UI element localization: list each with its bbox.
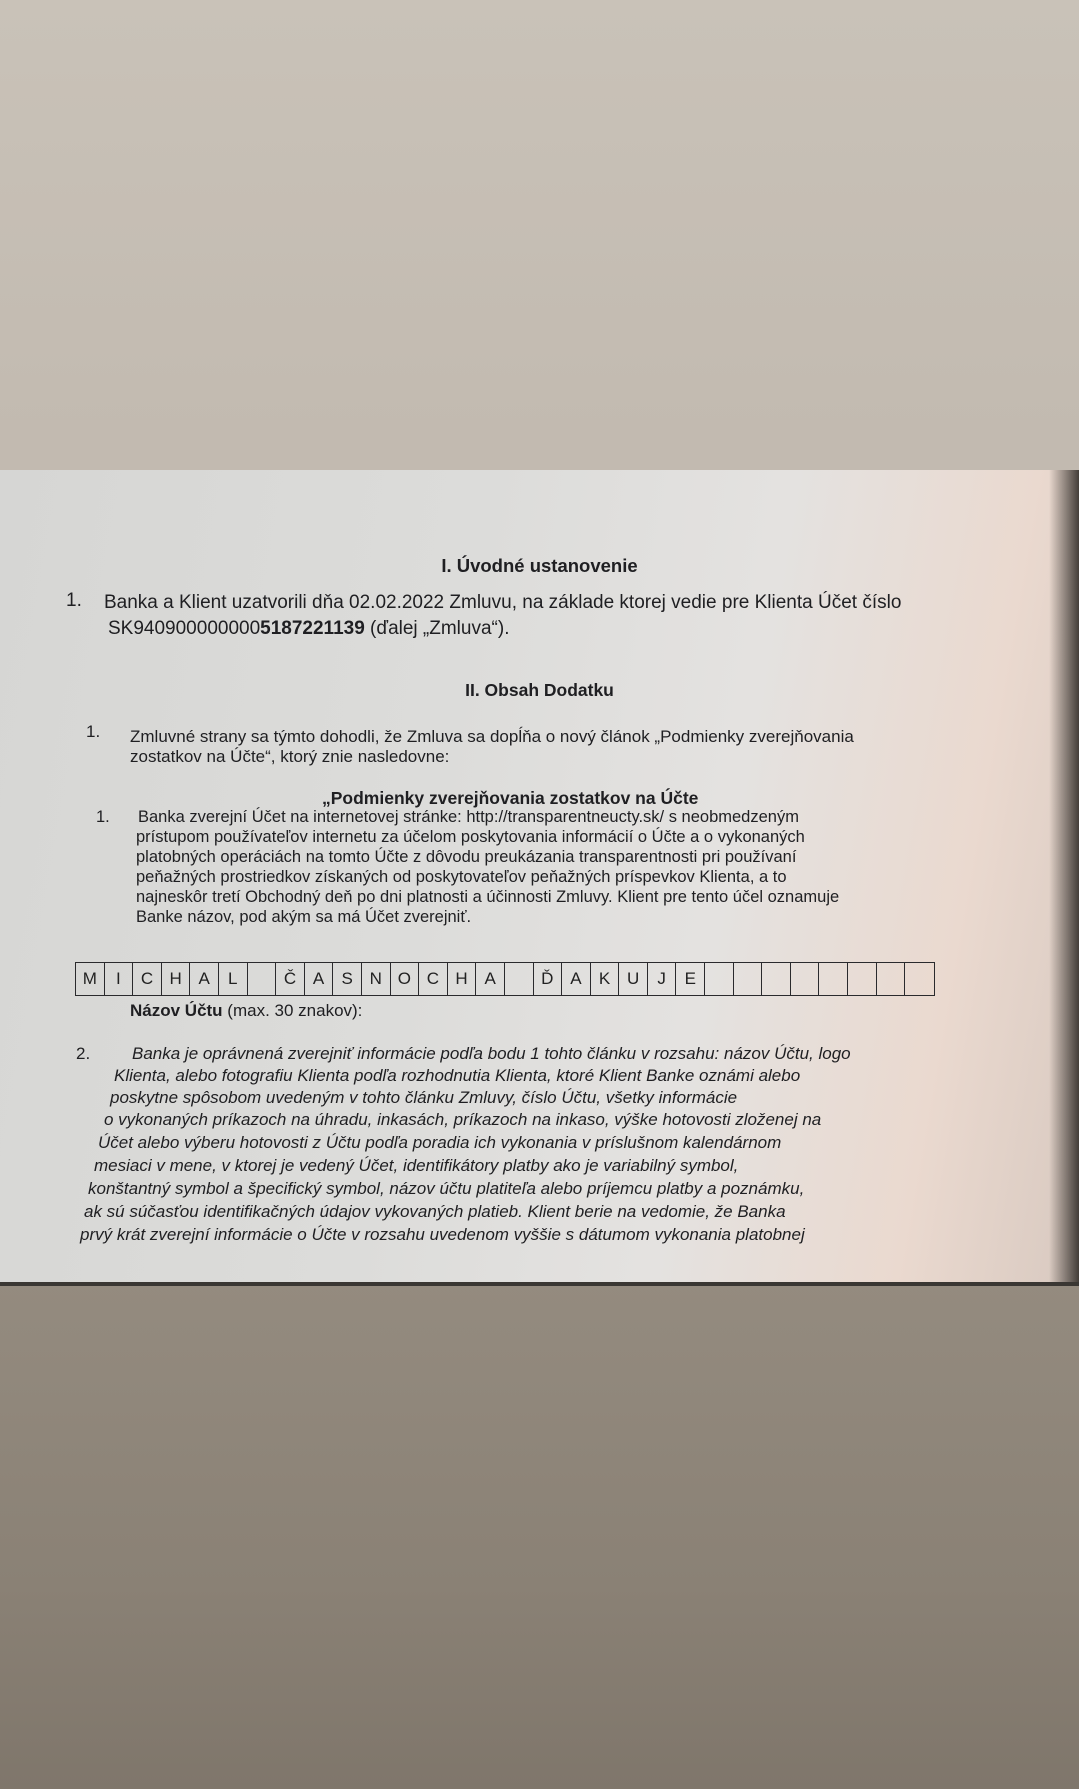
name-cell — [505, 963, 534, 995]
name-cell: U — [619, 963, 648, 995]
name-cell: Ď — [534, 963, 563, 995]
name-cell — [705, 963, 734, 995]
name-cell — [877, 963, 906, 995]
section-2-heading: II. Obsah Dodatku — [465, 680, 614, 700]
point-2-line-2: Klienta, alebo fotografiu Klienta podľa rozhodnutia Klienta, ktoré Klient Banke oznámi alebo — [114, 1066, 801, 1085]
name-cell: C — [419, 963, 448, 995]
point-2-line-7: konštantný symbol a špecifický symbol, názov účtu platiteľa alebo príjemcu platby a poznámku, — [88, 1179, 805, 1198]
name-cell: A — [305, 963, 334, 995]
account-number-suffix: 5187221139 — [260, 618, 365, 639]
account-name-label-bold: Názov Účtu — [130, 1001, 223, 1020]
point-2-line-4: o vykonaných príkazoch na úhradu, inkasách, príkazoch na inkaso, výške hotovosti zloženej na — [104, 1110, 822, 1129]
point-2-line-9: prvý krát zverejní informácie o Účte v rozsahu uvedenom vyššie s dátumom vykonania platobnej — [80, 1225, 805, 1244]
point-number: 1. — [96, 808, 110, 826]
item-number: 1. — [86, 722, 101, 741]
name-cell — [248, 963, 277, 995]
amendment-line-2: zostatkov na Účte“, ktorý znie nasledovne: — [130, 747, 450, 766]
name-cell: C — [133, 963, 162, 995]
name-cell: N — [362, 963, 391, 995]
name-cell — [734, 963, 763, 995]
background-bottom — [0, 1282, 1079, 1789]
name-cell: I — [105, 963, 134, 995]
section-1-heading: I. Úvodné ustanovenie — [441, 555, 638, 576]
amendment-line-1: Zmluvné strany sa týmto dohodli, že Zmluva sa dopĺňa o nový článok „Podmienky zverejňovania — [130, 727, 854, 746]
contract-alias: (ďalej „Zmluva“). — [364, 618, 510, 639]
account-number-line — [108, 618, 509, 640]
point-1-line-4: peňažných prostriedkov získaných od poskytovateľov peňažných príspevkov Klienta, a to — [136, 868, 787, 886]
name-cell: K — [591, 963, 620, 995]
point-2-line-5: Účet alebo výberu hotovosti z Účtu podľa poradia ich vykonania v príslušnom kalendárnom — [98, 1133, 782, 1152]
name-cell — [819, 963, 848, 995]
page-edge-shadow — [1049, 470, 1079, 1282]
name-cell: S — [333, 963, 362, 995]
name-cell: H — [162, 963, 191, 995]
name-cell: L — [219, 963, 248, 995]
name-cell: O — [391, 963, 420, 995]
name-cell: J — [648, 963, 677, 995]
point-number: 2. — [76, 1044, 91, 1063]
account-name-label-rest: (max. 30 znakov): — [222, 1001, 363, 1020]
account-name-grid — [75, 962, 935, 996]
contract-sentence: Banka a Klient uzatvorili dňa 02.02.2022 Zmluvu, na základe ktorej vedie pre Klienta Účet číslo — [104, 592, 902, 613]
point-1-line-2: prístupom používateľov internetu za účelom poskytovania informácií o Účte a o vykonaných — [136, 828, 805, 846]
name-cell: A — [190, 963, 219, 995]
name-cell — [762, 963, 791, 995]
name-cell: A — [476, 963, 505, 995]
account-name-label — [130, 1001, 362, 1021]
name-cell: E — [676, 963, 705, 995]
article-title: „Podmienky zverejňovania zostatkov na Účte — [322, 788, 699, 808]
point-2-line-1: Banka je oprávnená zverejniť informácie podľa bodu 1 tohto článku v rozsahu: názov Účtu, logo — [132, 1044, 851, 1063]
name-cell — [791, 963, 820, 995]
name-cell — [905, 963, 934, 995]
account-number-prefix: SK940900000000 — [108, 618, 261, 639]
point-2-line-6: mesiaci v mene, v ktorej je vedený Účet, identifikátory platby ako je variabilný symbol, — [94, 1156, 739, 1175]
name-cell: H — [448, 963, 477, 995]
point-1-line-1: Banka zverejní Účet na internetovej stránke: http://transparentneucty.sk/ s neobmedzeným — [138, 808, 799, 826]
name-cell — [848, 963, 877, 995]
point-1-line-6: Banke názov, pod akým sa má Účet zverejniť. — [136, 908, 472, 926]
point-2-line-3: poskytne spôsobom uvedeným v tohto článku Zmluvy, číslo Účtu, všetky informácie — [110, 1088, 738, 1107]
point-1-line-5: najneskôr tretí Obchodný deň po dni platnosti a účinnosti Zmluvy. Klient pre tento účel oznamuje — [136, 888, 840, 906]
item-number: 1. — [66, 590, 82, 611]
point-1-line-3: platobných operáciách na tomto Účte z dôvodu preukázania transparentnosti pri používaní — [136, 848, 797, 866]
name-cell: A — [562, 963, 591, 995]
name-cell: M — [76, 963, 105, 995]
name-cell: Č — [276, 963, 305, 995]
point-2-line-8: ak sú súčasťou identifikačných údajov vykovaných platieb. Klient berie na vedomie, že Banka — [84, 1202, 786, 1221]
